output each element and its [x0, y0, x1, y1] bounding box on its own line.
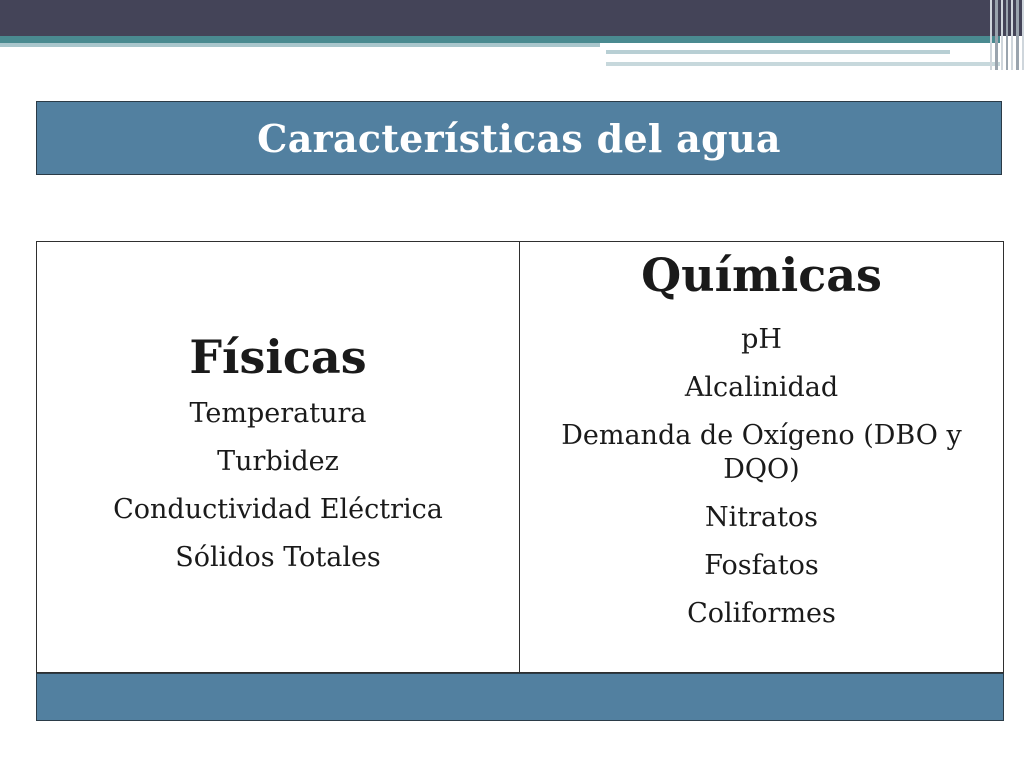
physical-column — [37, 242, 520, 672]
teal-accent-line — [0, 36, 1000, 43]
list-item: pH — [741, 324, 782, 355]
light-accent-line — [0, 43, 600, 47]
list-item: Demanda de Oxígeno (DBO y DQO) — [561, 420, 962, 485]
list-item: Alcalinidad — [684, 372, 839, 403]
list-item: Conductividad Eléctrica — [113, 494, 443, 525]
title-banner — [36, 101, 1002, 175]
physical-heading: Físicas — [189, 330, 367, 384]
list-item: Coliformes — [687, 598, 836, 629]
top-decorative-band — [0, 0, 1024, 36]
chemical-column — [520, 242, 1003, 672]
light-accent-line — [606, 50, 950, 54]
slide-title: Características del agua — [257, 115, 781, 161]
characteristics-table — [36, 241, 1004, 673]
list-item: Fosfatos — [704, 550, 819, 581]
chemical-heading: Químicas — [641, 248, 882, 302]
bottom-banner — [36, 673, 1004, 721]
list-item: Nitratos — [704, 502, 819, 533]
list-item: Turbidez — [217, 446, 339, 477]
light-accent-line — [606, 62, 1000, 66]
corner-stripes — [990, 0, 1024, 70]
list-item: Sólidos Totales — [175, 542, 381, 573]
list-item: Temperatura — [189, 398, 367, 429]
